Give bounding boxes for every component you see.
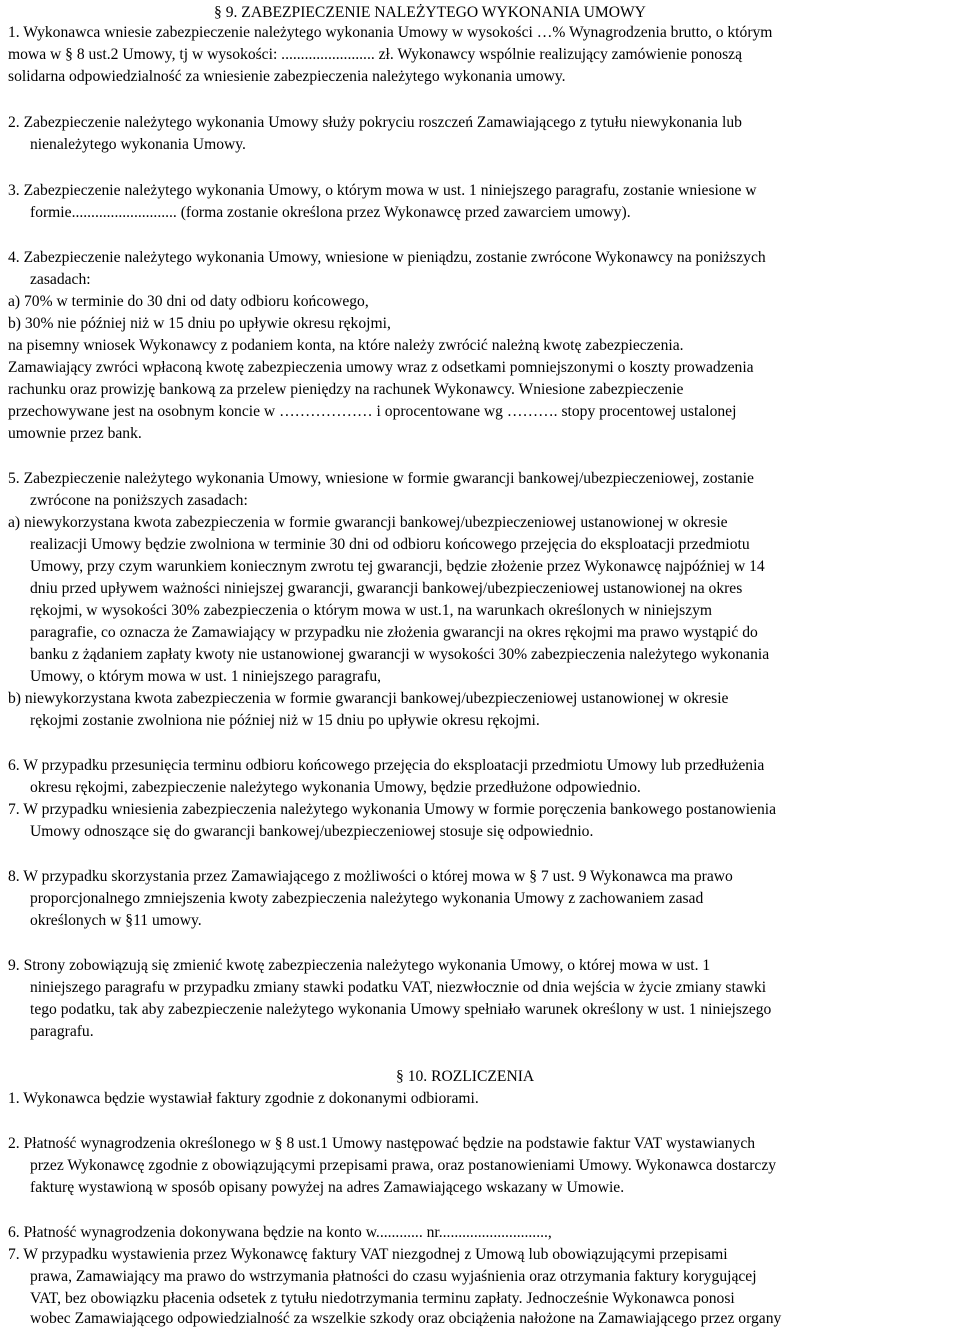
s9-p5-a-line8: Umowy, o którym mowa w ust. 1 niniejszego paragrafu, — [30, 668, 382, 685]
s9-p7-line1: 7. W przypadku wniesienia zabezpieczenia należytego wykonania Umowy w formie poręczenia bankowego postanowienia — [8, 801, 776, 818]
s10-p7-line3: VAT, bez obowiązku płacenia odsetek z tytułu niedotrzymania terminu zapłaty. Jednocześnie Wykonawca ponosi — [30, 1290, 735, 1307]
s10-p1: 1. Wykonawca będzie wystawiał faktury zgodnie z dokonanymi odbiorami. — [8, 1090, 479, 1107]
s9-p5-b-line1: b) niewykorzystana kwota zabezpieczenia w formie gwarancji bankowej/ubezpieczeniowej ustanowionej w okresie — [8, 690, 729, 707]
s10-p2-line2: przez Wykonawcę zgodnie z obowiązującymi przepisami prawa, oraz postanowieniami Umowy. Wykonawca dostarczy — [30, 1157, 777, 1174]
s9-p3-line2: formie........................... (forma zostanie określona przez Wykonawcę przed zawarciem umowy). — [30, 204, 631, 221]
s9-p4-line9: umownie przez bank. — [8, 425, 142, 442]
s10-p2-line3: fakturę wystawioną w sposób opisany powyżej na adres Zamawiającego wskazany w Umowie. — [30, 1179, 625, 1196]
s9-p9-line4: paragrafu. — [30, 1023, 94, 1040]
s9-p5-line1: 5. Zabezpieczenie należytego wykonania Umowy, wniesione w formie gwarancji bankowej/ubezpieczeniowej, zostanie — [8, 470, 754, 487]
s9-p9-line1: 9. Strony zobowiązują się zmienić kwotę zabezpieczenia należytego wykonania Umowy, o której mowa w ust. 1 — [8, 957, 711, 974]
s9-p9-line3: tego podatku, tak aby zabezpieczenie należytego wykonania Umowy spełniało warunek określony w ust. 1 niniejszego — [30, 1001, 772, 1018]
s9-p4-line2: zasadach: — [30, 271, 91, 288]
s9-p4-line5: na pisemny wniosek Wykonawcy z podaniem konta, na które należy zwrócić należną kwotę zabezpieczenia. — [8, 337, 684, 354]
s10-p7-line1: 7. W przypadku wystawienia przez Wykonawcę faktury VAT niezgodnej z Umową lub obowiązującymi przepisami — [8, 1246, 728, 1263]
s9-p5-a-line3: Umowy, przy czym warunkiem koniecznym zwrotu tej gwarancji, będzie złożenie przez Wykonawcę najpóźniej w 14 — [30, 558, 765, 575]
s9-p2-line2: nienależytego wykonania Umowy. — [30, 136, 246, 153]
s9-p4-item-a: a) 70% w terminie do 30 dni od daty odbioru końcowego, — [8, 293, 369, 310]
s9-p5-a-line1: a) niewykorzystana kwota zabezpieczenia w formie gwarancji bankowej/ubezpieczeniowej ustanowionej w okresie — [8, 514, 728, 531]
s9-p4-line6: Zamawiający zwróci wpłaconą kwotę zabezpieczenia umowy wraz z odsetkami pomniejszonymi o koszty prowadzenia — [8, 359, 754, 376]
s9-p1-line1: 1. Wykonawca wniesie zabezpieczenie należytego wykonania Umowy w wysokości …% Wynagrodzenia brutto, o którym — [8, 24, 773, 41]
s9-p9-line2: niniejszego paragrafu w przypadku zmiany stawki podatku VAT, niezwłocznie od dnia wejścia w życie zmiany stawki — [30, 979, 767, 996]
s9-p5-a-line6: paragrafie, co oznacza że Zamawiający w przypadku nie złożenia gwarancji na okres rękojmi ma prawo wystąpić do — [30, 624, 758, 641]
section-9-heading: § 9. ZABEZPIECZENIE NALEŻYTEGO WYKONANIA UMOWY — [214, 4, 646, 21]
s9-p6-line1: 6. W przypadku przesunięcia terminu odbioru końcowego przejęcia do eksploatacji przedmiotu Umowy lub przedłużenia — [8, 757, 765, 774]
s9-p1-line3: solidarna odpowiedzialność za wniesienie zabezpieczenia należytego wykonania umowy. — [8, 68, 566, 85]
s9-p6-line2: okresu rękojmi, zabezpieczenie należytego wykonania Umowy, będzie przedłużone odpowiednio. — [30, 779, 641, 796]
s9-p4-item-b: b) 30% nie później niż w 15 dniu po upływie okresu rękojmi, — [8, 315, 391, 332]
s10-p7-line4: wobec Zamawiającego odpowiedzialność za wszelkie szkody oraz obciążenia nałożone na Zamawiającego przez organy — [30, 1310, 782, 1327]
s10-p2-line1: 2. Płatność wynagrodzenia określonego w § 8 ust.1 Umowy następować będzie na podstawie faktur VAT wystawianych — [8, 1135, 756, 1152]
s9-p4-line1: 4. Zabezpieczenie należytego wykonania Umowy, wniesione w pieniądzu, zostanie zwrócone Wykonawcy na poniższych — [8, 249, 766, 266]
s9-p3-line1: 3. Zabezpieczenie należytego wykonania Umowy, o którym mowa w ust. 1 niniejszego paragrafu, zostanie wniesione w — [8, 182, 757, 199]
s9-p8-line1: 8. W przypadku skorzystania przez Zamawiającego z możliwości o której mowa w § 7 ust. 9 Wykonawca ma prawo — [8, 868, 733, 885]
s9-p8-line3: określonych w §11 umowy. — [30, 912, 202, 929]
s9-p5-a-line4: dniu przed upływem ważności niniejszej gwarancji, gwarancji bankowej/ubezpieczeniowej ustanowionej na okres — [30, 580, 743, 597]
s9-p4-line8: przechowywane jest na osobnym koncie w ……………… i oprocentowane wg ………. stopy procentowej ustalonej — [8, 403, 737, 420]
s9-p2-line1: 2. Zabezpieczenie należytego wykonania Umowy służy pokryciu roszczeń Zamawiającego z tytułu niewykonania lub — [8, 114, 742, 131]
section-10-heading: § 10. ROZLICZENIA — [396, 1068, 535, 1085]
s9-p1-line2: mowa w § 8 ust.2 Umowy, tj w wysokości: ........................ zł. Wykonawcy wspólnie realizujący zamówienie ponoszą — [8, 46, 742, 63]
s10-p7-line2: prawa, Zamawiający ma prawo do wstrzymania płatności do czasu wyjaśnienia oraz otrzymania faktury korygującej — [30, 1268, 757, 1285]
s9-p5-a-line5: rękojmi, w wysokości 30% zabezpieczenia o którym mowa w ust.1, na warunkach określonych w niniejszym — [30, 602, 713, 619]
s9-p7-line2: Umowy odnoszące się do gwarancji bankowej/ubezpieczeniowej stosuje się odpowiednio. — [30, 823, 594, 840]
s9-p5-a-line2: realizacji Umowy będzie zwolniona w terminie 30 dni od odbioru końcowego przejęcia do eksploatacji przedmiotu — [30, 536, 750, 553]
s9-p8-line2: proporcjonalnego zmniejszenia kwoty zabezpieczenia należytego wykonania Umowy z zachowaniem zasad — [30, 890, 704, 907]
s9-p4-line7: rachunku oraz prowizję bankową za przelew pieniędzy na rachunek Wykonawcy. Wniesione zabezpieczenie — [8, 381, 684, 398]
s10-p6: 6. Płatność wynagrodzenia dokonywana będzie na konto w............ nr............................, — [8, 1224, 552, 1241]
s9-p5-a-line7: banku z żądaniem zapłaty kwoty nie ustanowionej gwarancji w wysokości 30% zabezpieczenia należytego wykonania — [30, 646, 770, 663]
s9-p5-b-line2: rękojmi zostanie zwolniona nie później niż w 15 dniu po upływie okresu rękojmi. — [30, 712, 540, 729]
s9-p5-line2: zwrócone na poniższych zasadach: — [30, 492, 248, 509]
